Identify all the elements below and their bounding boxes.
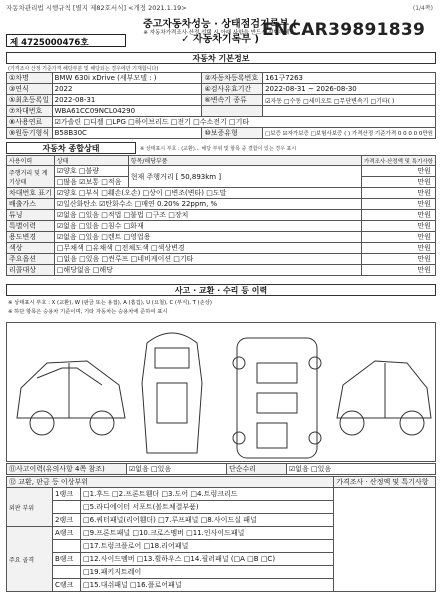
- row-usage-state: ☑없음 □있음 □렌트 □영업용: [54, 232, 361, 243]
- col-state: 상태: [54, 156, 128, 166]
- rank-1b-label: [53, 501, 81, 514]
- accident-history-value: ☑없음 □있음: [127, 464, 227, 475]
- value-warranty: □보증 ☑자가보증 □보험사보증 ( ) 가격산정 기준가격 0 0 0 0 0만원: [263, 128, 436, 139]
- row-options-state: □없음 □있음 □썬루프 □네비게이션 □기타: [54, 254, 361, 265]
- status-title-text: 자동차 종합상태: [42, 144, 100, 153]
- row-color-label: 색상: [7, 243, 55, 254]
- row-options-price: 만원: [361, 254, 435, 265]
- label-plate: ②자동차등록번호: [202, 73, 263, 84]
- car-left-side-diagram: [17, 361, 125, 435]
- row-odometer-price: 만원: [361, 166, 435, 177]
- row-odometer-state: ☑양호 □불량: [54, 166, 128, 177]
- law-reference: 자동차관리법 시행규칙 [별지 제82호서식] <개정 2021.1.19>: [6, 4, 187, 12]
- label-first-reg: ⑤최초등록일: [7, 95, 53, 106]
- rank-b-items: □12.사이드멤버 □13.휠하우스 □14.필러패널 (□A □B □C): [81, 553, 334, 566]
- rank-a-label: A랭크: [53, 527, 81, 540]
- value-vin: WBA61CC09NCL04290: [52, 106, 202, 117]
- basic-info-title-text: 자동차 기본정보: [192, 54, 250, 63]
- value-plate: 161구7263: [263, 73, 436, 84]
- car-diagram-svg: [7, 323, 437, 463]
- rank-b2-label: [53, 566, 81, 579]
- row-mileage-state: □많음 ☑보통 □적음: [54, 177, 128, 188]
- col-history: 사용이력: [7, 156, 55, 166]
- row-emission-state: ☑일산화탄소 ☑탄화수소 □매연 0.20% 22ppm, %: [54, 199, 361, 210]
- row-mileage-price: 만원: [361, 177, 435, 188]
- rank-b-label: B랭크: [53, 553, 81, 566]
- rank-c-items: □15.대쉬패널 □16.플로어패널: [81, 579, 334, 592]
- rank-b2-items: □19.패키지트레이: [81, 566, 334, 579]
- listing-watermark: ENCAR39891839: [262, 20, 426, 40]
- row-color-price: 만원: [361, 243, 435, 254]
- row-recall-label: 리콜대상: [7, 265, 55, 276]
- rank-1-label: 1랭크: [53, 488, 81, 501]
- document-number: 제 47250004​76호: [6, 34, 126, 47]
- accident-summary-table: [6, 463, 436, 475]
- label-fuel: ⑧사용연료: [7, 117, 53, 128]
- parts-price-cell: [334, 488, 436, 592]
- car-diagram-panel: [6, 322, 436, 462]
- group-frame-label: 주요 골격: [7, 527, 53, 592]
- value-inspection-period: 2022-08-31 ~ 2026-08-30: [263, 84, 436, 95]
- row-usage-price: 만원: [361, 232, 435, 243]
- accident-title: [6, 284, 436, 296]
- label-empty: [202, 106, 263, 117]
- accident-legend: ※ 상태표시 부호 : X (교환), W (판금 또는 용접), A (흠집), U (요철), C (부식), T (손상): [8, 300, 212, 306]
- parts-price-header: 가격조사 · 산정액 및 특기사항: [334, 477, 436, 488]
- rank-2-label: 2랭크: [53, 514, 81, 527]
- car-right-side-diagram: [337, 361, 431, 435]
- row-recall-price: 만원: [361, 265, 435, 276]
- accident-history-label: ⑪사고이력(유의사항 4쪽 참조): [7, 464, 127, 475]
- label-year: ③연식: [7, 84, 53, 95]
- car-frame-diagram: [233, 338, 321, 458]
- document-subtitle: ※ 자동차가격조사·산정 선택 시 아래 사항을 반드시 선택하세요.: [143, 30, 297, 36]
- col-price: 가격조사·산정액 및 특기사항: [361, 156, 435, 166]
- rank-a2-items: □17.트렁크플로어 □18.리어패널: [81, 540, 334, 553]
- row-vin-mark-price: 만원: [361, 188, 435, 199]
- col-detail: 항목/해당부품: [128, 156, 361, 166]
- basic-info-title: [6, 52, 436, 64]
- label-transmission: ⑥변속기 종류: [202, 95, 263, 106]
- label-warranty: ⑩보증유형: [202, 128, 263, 139]
- basic-info-note: (가격조사 산정 기준가격 해당부분 및 해당되는 경우에만 기재합니다): [8, 66, 159, 72]
- rank-a-items: □9.프론트패널 □10.크로스멤버 □11.인사이드패널: [81, 527, 334, 540]
- row-recall-state: □해당없음 □해당: [54, 265, 361, 276]
- parts-table: [6, 476, 436, 592]
- page-indicator: (1/4쪽): [412, 5, 433, 12]
- row-odometer-label: 주행거리 및 계기상태: [7, 166, 55, 188]
- row-emission-price: 만원: [361, 199, 435, 210]
- value-transmission: ☑자동 □수동 □세미오토 □무단변속기 □기타( ): [263, 95, 436, 106]
- value-year: 2022: [52, 84, 202, 95]
- basic-info-table: [6, 72, 436, 139]
- row-color-state: □무채색 □유채색 □전체도색 □색상변경: [54, 243, 361, 254]
- rank-1-items: □1.후드 □2.프론트휀더 □3.도어 □4.트렁크리드: [81, 488, 334, 501]
- value-first-reg: 2022-08-31: [52, 95, 202, 106]
- row-tuning-label: 튜닝: [7, 210, 55, 221]
- value-car-name: BMW 630i xDrive (세부모델 : ): [52, 73, 202, 84]
- value-engine: B58B30C: [52, 128, 202, 139]
- value-empty: [263, 106, 436, 117]
- rank-1b-items: □5.라디에이터 서포트(볼트체결부품): [81, 501, 334, 514]
- row-emission-label: 배출가스: [7, 199, 55, 210]
- simple-repair-label: 단순수리: [227, 464, 287, 475]
- row-tuning-price: 만원: [361, 210, 435, 221]
- label-engine: ⑨원동기형식: [7, 128, 53, 139]
- document-title: 중고자동차성능 · 상태점검기록부 ( ✓ 자동차기록부 ): [142, 19, 298, 45]
- accident-legend-note: ※ 하단 항목은 승용차 기준이며, 기타 자동차는 승용차에 준하여 표시: [8, 309, 168, 315]
- status-title: [6, 142, 136, 154]
- row-special-price: 만원: [361, 221, 435, 232]
- label-inspection-period: ④검사유효기간: [202, 84, 263, 95]
- label-vin: ⑦차대번호: [7, 106, 53, 117]
- car-top-front-diagram: [142, 333, 202, 453]
- row-special-state: ☑없음 □있음 □침수 □화재: [54, 221, 361, 232]
- row-tuning-state: ☑없음 □있음 □적법 □불법 □구조 □장치: [54, 210, 361, 221]
- rank-a2-label: [53, 540, 81, 553]
- row-special-label: 특별이력: [7, 221, 55, 232]
- row-vin-mark-state: ☑양호 □부식 □훼손(오손) □상이 □변조(변타) □도말: [54, 188, 361, 199]
- row-odometer-detail: 현재 주행거리 [ 50,893km ]: [128, 166, 361, 188]
- accident-title-text: 사고 · 교환 · 수리 등 이력: [174, 286, 268, 295]
- row-usage-label: 용도변경: [7, 232, 55, 243]
- row-vin-mark-label: 차대번호 표기: [7, 188, 55, 199]
- value-fuel: ☑가솔린 □디젤 □LPG □하이브리드 □전기 □수소전기 □기타: [52, 117, 435, 128]
- parts-header: ⑫ 교환, 판금 등 이상부위: [7, 477, 334, 488]
- status-table: [6, 155, 436, 276]
- label-car-name: ①차명: [7, 73, 53, 84]
- simple-repair-value: ☑없음 □있음: [287, 464, 436, 475]
- rank-2-items: □6.쿼터패널(리어휀더) □7.루프패널 □8.사이드실 패널: [81, 514, 334, 527]
- group-exterior-label: 외판 부위: [7, 488, 53, 527]
- status-note: ※ 상태표시 부호 : (교환)… 해당 부위 및 항목 중 결함이 있는 경우 표시: [140, 146, 297, 152]
- row-options-label: 주요옵션: [7, 254, 55, 265]
- rank-c-label: C랭크: [53, 579, 81, 592]
